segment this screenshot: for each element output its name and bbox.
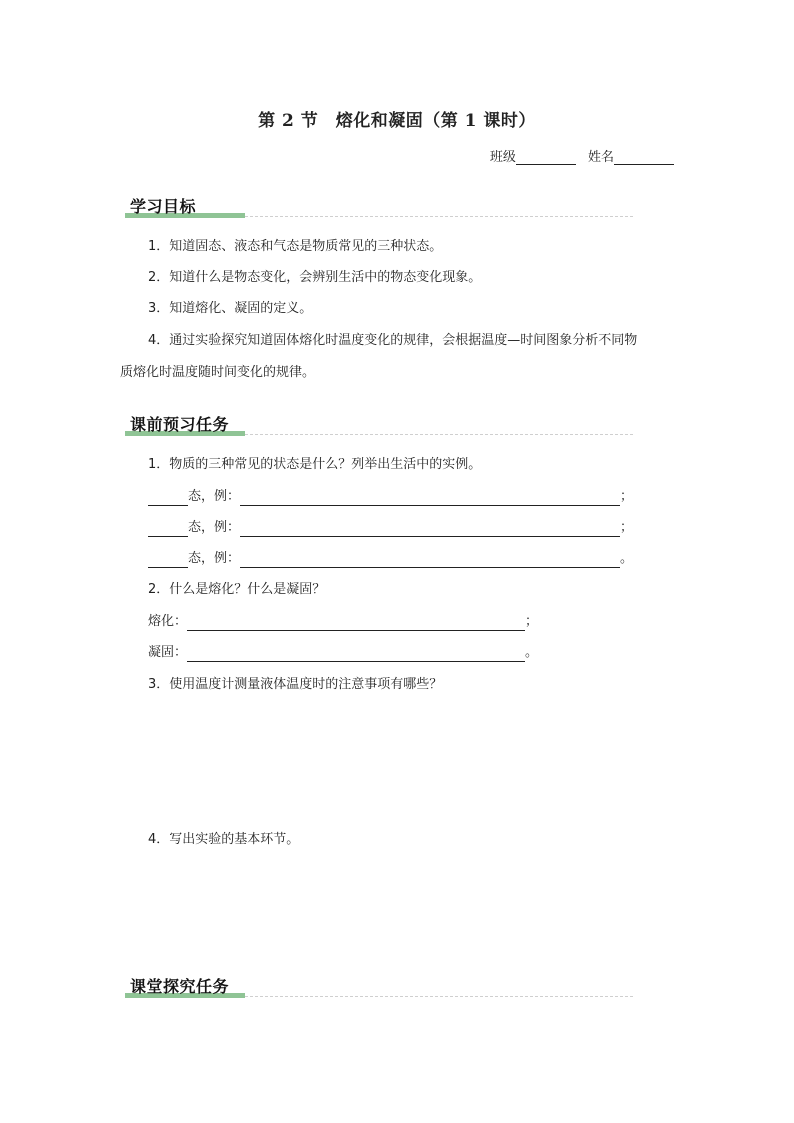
state-blank[interactable]	[148, 553, 188, 568]
example-blank[interactable]	[240, 553, 620, 568]
state-row-2	[148, 519, 633, 537]
state-row-1	[148, 488, 633, 506]
class-label: 班级	[489, 150, 516, 165]
goal-item-4: 4．通过实验探究知道固体熔化时温度变化的规律，会根据温度—时间图象分析不同物	[148, 333, 638, 348]
name-field[interactable]	[614, 150, 674, 165]
goal-item-4-cont: 质熔化时温度随时间变化的规律。	[120, 365, 316, 380]
example-blank[interactable]	[240, 522, 620, 537]
name-label: 姓名	[587, 150, 614, 165]
line-end: ；	[620, 520, 634, 535]
state-row-3	[148, 550, 633, 568]
preview-question-1: 1．物质的三种常见的状态是什么？列举出生活中的实例。	[148, 457, 482, 472]
section-preview	[125, 412, 633, 436]
state-suffix: 态，例：	[188, 551, 241, 566]
state-suffix: 态，例：	[188, 489, 241, 504]
section-divider	[245, 216, 633, 217]
section-title-preview: 课前预习任务	[130, 415, 230, 434]
state-blank[interactable]	[148, 491, 188, 506]
state-suffix: 态，例：	[188, 520, 241, 535]
example-blank[interactable]	[240, 491, 620, 506]
goal-item-3: 3．知道熔化、凝固的定义。	[148, 301, 313, 316]
section-divider	[245, 996, 633, 997]
section-explore	[125, 974, 633, 998]
solidify-label: 凝固：	[148, 645, 188, 660]
line-end: 。	[525, 645, 539, 660]
preview-question-2: 2．什么是熔化？什么是凝固？	[148, 582, 326, 597]
line-end: ；	[525, 614, 539, 629]
line-end: ；	[620, 489, 634, 504]
name-row	[490, 146, 674, 165]
state-blank[interactable]	[148, 522, 188, 537]
goal-item-1: 1．知道固态、液态和气态是物质常见的三种状态。	[148, 239, 443, 254]
solidify-row	[148, 644, 538, 662]
solidify-blank[interactable]	[187, 647, 525, 662]
section-title-explore: 课堂探究任务	[130, 977, 230, 996]
preview-question-4: 4．写出实验的基本环节。	[148, 832, 300, 847]
line-end: 。	[620, 551, 634, 566]
melt-blank[interactable]	[187, 616, 525, 631]
page-title: 第 2 节 熔化和凝固（第 1 课时）	[258, 111, 536, 131]
melt-row	[148, 613, 538, 631]
section-divider	[245, 434, 633, 435]
melt-label: 熔化：	[148, 614, 188, 629]
section-title-goals: 学习目标	[130, 197, 197, 216]
goal-item-2: 2．知道什么是物态变化，会辨别生活中的物态变化现象。	[148, 270, 482, 285]
class-field[interactable]	[516, 150, 576, 165]
section-goals	[125, 194, 633, 218]
preview-question-3: 3．使用温度计测量液体温度时的注意事项有哪些？	[148, 677, 443, 692]
